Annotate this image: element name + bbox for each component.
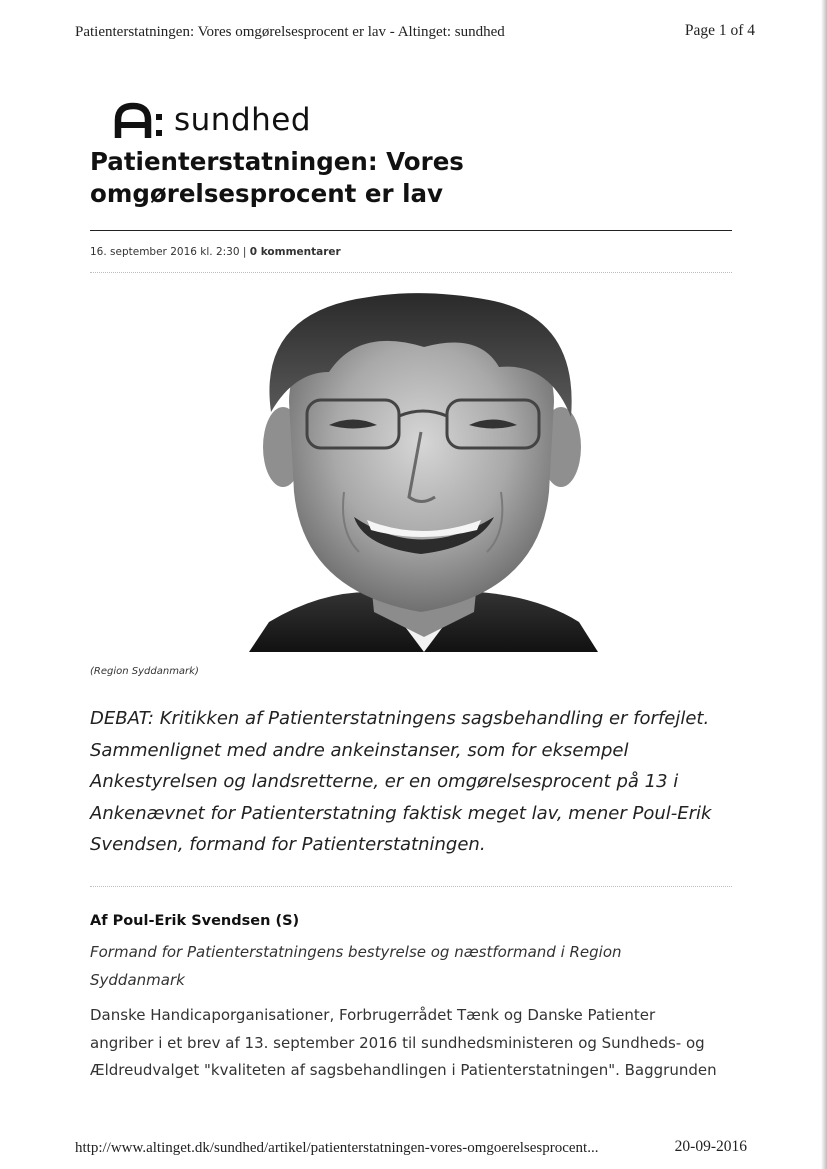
lead-line: DEBAT: Kritikken af Patienterstatningens sagsbehandling er forfejlet.	[90, 708, 710, 729]
headline-divider	[90, 230, 732, 231]
altinget-logo[interactable]	[114, 100, 311, 140]
author-role	[90, 938, 670, 994]
author-role-line: Syddanmark	[90, 971, 185, 989]
lead-line: Sammenlignet med andre ankeinstanser, som for eksempel	[90, 739, 629, 761]
photo-caption: (Region Syddanmark)	[90, 666, 199, 677]
section-name: sundhed	[174, 102, 312, 138]
body-line: Danske Handicaporganisationer, Forbrugerrådet Tænk og Danske Patienter	[90, 1006, 656, 1024]
author-portrait-photo	[249, 292, 598, 652]
lead-line: Svendsen, formand for Patienterstatningen.	[90, 834, 486, 855]
meta-divider	[90, 272, 732, 273]
article-headline	[90, 146, 710, 210]
comments-link[interactable]: 0 kommentarer	[249, 246, 341, 258]
author-role-line: Formand for Patienterstatningens bestyrelse og næstformand i Region	[90, 943, 622, 961]
print-date: 20-09-2016	[674, 1138, 747, 1155]
author-byline: Af Poul-Erik Svendsen (S)	[90, 913, 300, 929]
altinget-a-logo-icon	[114, 100, 166, 140]
headline-line: omgørelsesprocent er lav	[90, 179, 444, 208]
print-page-number: Page 1 of 4	[684, 22, 755, 39]
print-page-title: Patienterstatningen: Vores omgørelsesprocent er lav - Altinget: sundhed	[75, 24, 505, 40]
article-body	[90, 1002, 740, 1085]
scan-edge-shadow	[821, 0, 827, 1169]
article-lead	[90, 703, 740, 861]
lead-line: Ankestyrelsen og landsretterne, er en omgørelsesprocent på 13 i	[90, 771, 679, 792]
lead-divider	[90, 886, 732, 887]
print-source-url: http://www.altinget.dk/sundhed/artikel/patienterstatningen-vores-omgoerelsesprocent...	[75, 1140, 599, 1156]
publish-date: 16. september 2016 kl. 2:30	[90, 246, 240, 258]
headline-line: Patienterstatningen: Vores	[90, 147, 464, 176]
body-line: angriber i et brev af 13. september 2016 til sundhedsministeren og Sundheds- og	[90, 1033, 705, 1052]
body-line: Ældreudvalget "kvaliteten af sagsbehandlingen i Patienterstatningen". Baggrunden	[90, 1061, 717, 1079]
article-meta: 16. september 2016 kl. 2:30 | 0 kommentarer	[90, 246, 341, 258]
lead-line: Ankenævnet for Patienterstatning faktisk meget lav, mener Poul-Erik	[90, 802, 712, 824]
